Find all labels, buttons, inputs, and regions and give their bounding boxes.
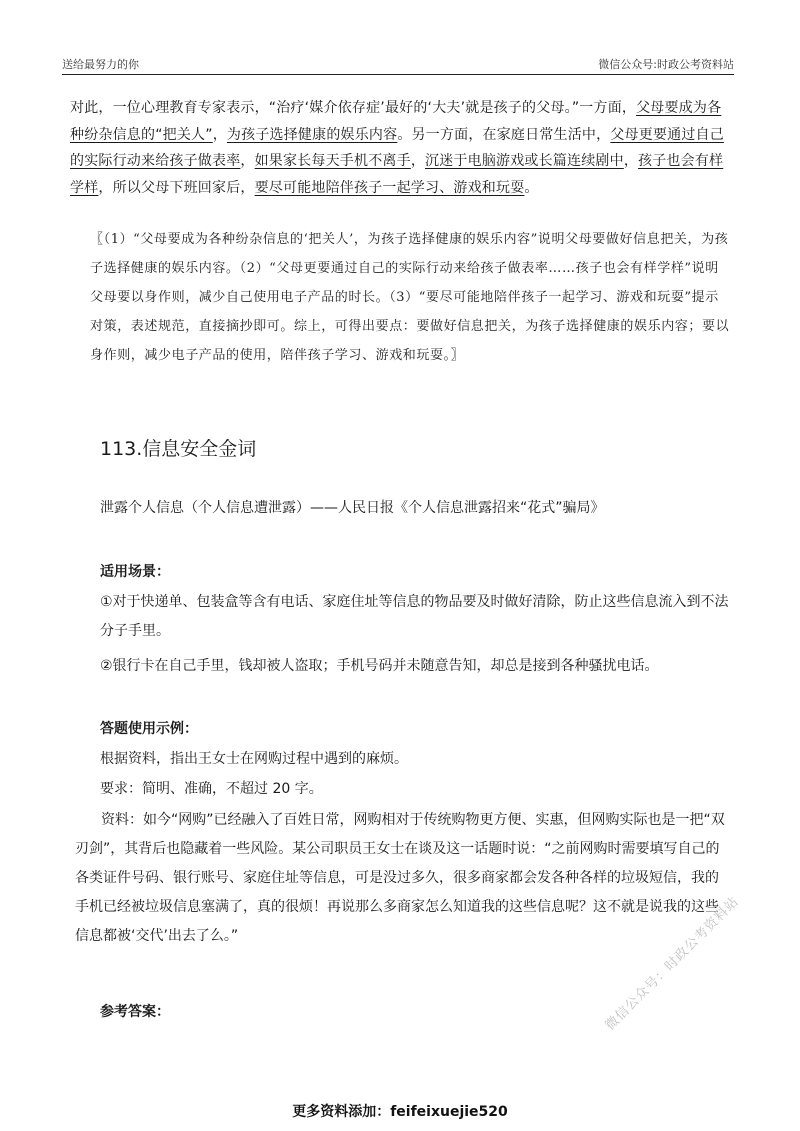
page-footer: 更多资料添加：feifeixuejie520 (292, 1104, 508, 1120)
section-heading: 113.信息安全金词 (100, 438, 257, 460)
underlined-phrase: 父母更要通过自己的实际行动来给孩子做表率 (70, 126, 724, 169)
underlined-phrase: 为孩子选择健康的娱乐内容 (226, 126, 398, 143)
intro-text: ， (410, 153, 426, 169)
page-header (62, 52, 734, 75)
intro-paragraph (70, 95, 730, 201)
header-right-text: 微信公众号:时政公考资料站 (598, 58, 734, 71)
intro-text: ，所以父母下班回家后， (98, 179, 255, 196)
scenario-item: ①对于快递单、包装盒等含有电话、家庭住址等信息的物品要及时做好清除，防止这些信息流入到不法分子手里。 (100, 594, 729, 639)
intro-text: 。另一方面，在家庭日常生活中， (397, 126, 611, 143)
underlined-phrase: 父母要成为各种纷杂信息的“把关人” (70, 100, 722, 143)
underlined-phrase: 孩子也会有样学样 (70, 153, 724, 196)
key-phrase: 泄露个人信息（个人信息遭泄露）——人民日报《个人信息泄露招来“花式”骗局》 (100, 500, 605, 516)
answer-label: 参考答案： (100, 1004, 170, 1020)
underlined-phrase: 要尽可能地陪伴孩子一起学习、游戏和玩耍 (254, 179, 525, 196)
underlined-phrase: 沉迷于电脑游戏或长篇连续剧中 (425, 153, 624, 169)
intro-text: 。 (524, 179, 539, 196)
material-text: 资料：如今“网购”已经融入了百姓日常，网购相对于传统购物更方便、实惠，但网购实际也是一把“双刃剑”，其背后也隐藏着一些风险。某公司职员王女士在谈及这一话题时说：“之前网购时需要填写自己的各类证件号码、银行账号、家庭住址等信息，可是没过多久，很多商家都会发各种各样的垃圾短信，我的手机已经被垃圾信息塞满了，真的很烦！再说那么多商家怎么知道我的这些信息呢？这不就是说我的这些信息都被‘交代’出去了么。” (75, 812, 725, 944)
intro-text: ， (623, 153, 639, 169)
header-left-text: 送给最努力的你 (62, 58, 139, 71)
intro-text: ， (240, 153, 255, 169)
scenario-item: ②银行卡在自己手里，钱却被人盗取；手机号码并未随意告知，却总是接到各种骚扰电话。 (100, 658, 659, 674)
example-label: 答题使用示例： (100, 721, 198, 737)
requirement-text: 要求：简明、准确，不超过 20 字。 (100, 781, 323, 797)
scenario-label: 适用场景： (100, 564, 170, 580)
intro-text: ， (212, 126, 227, 143)
analysis-note: 〖（1）“父母要成为各种纷杂信息的‘把关人’，为孩子选择健康的娱乐内容”说明父母要做好信息把关，为孩子选择健康的娱乐内容。（2）“父母更要通过自己的实际行动来给孩子做表率……孩子也会有样学样”说明父母要以身作则，减少自己使用电子产品的时长。（3）“要尽可能地陪伴孩子一起学习、游戏和玩耍”提示对策，表述规范，直接摘抄即可。综上，可得出要点：要做好信息把关，为孩子选择健康的娱乐内容；要以身作则，减少电子产品的使用，陪伴孩子学习、游戏和玩耍。〗 (90, 232, 730, 363)
intro-text: 对此，一位心理教育专家表示，“治疗‘媒介依存症’最好的‘大夫’就是孩子的父母。”一方面， (70, 100, 637, 116)
question-text: 根据资料，指出王女士在网购过程中遇到的麻烦。 (100, 751, 408, 767)
watermark: 微信公众号：时政公考资料站 (602, 894, 743, 1034)
underlined-phrase: 如果家长每天手机不离手 (254, 153, 411, 169)
